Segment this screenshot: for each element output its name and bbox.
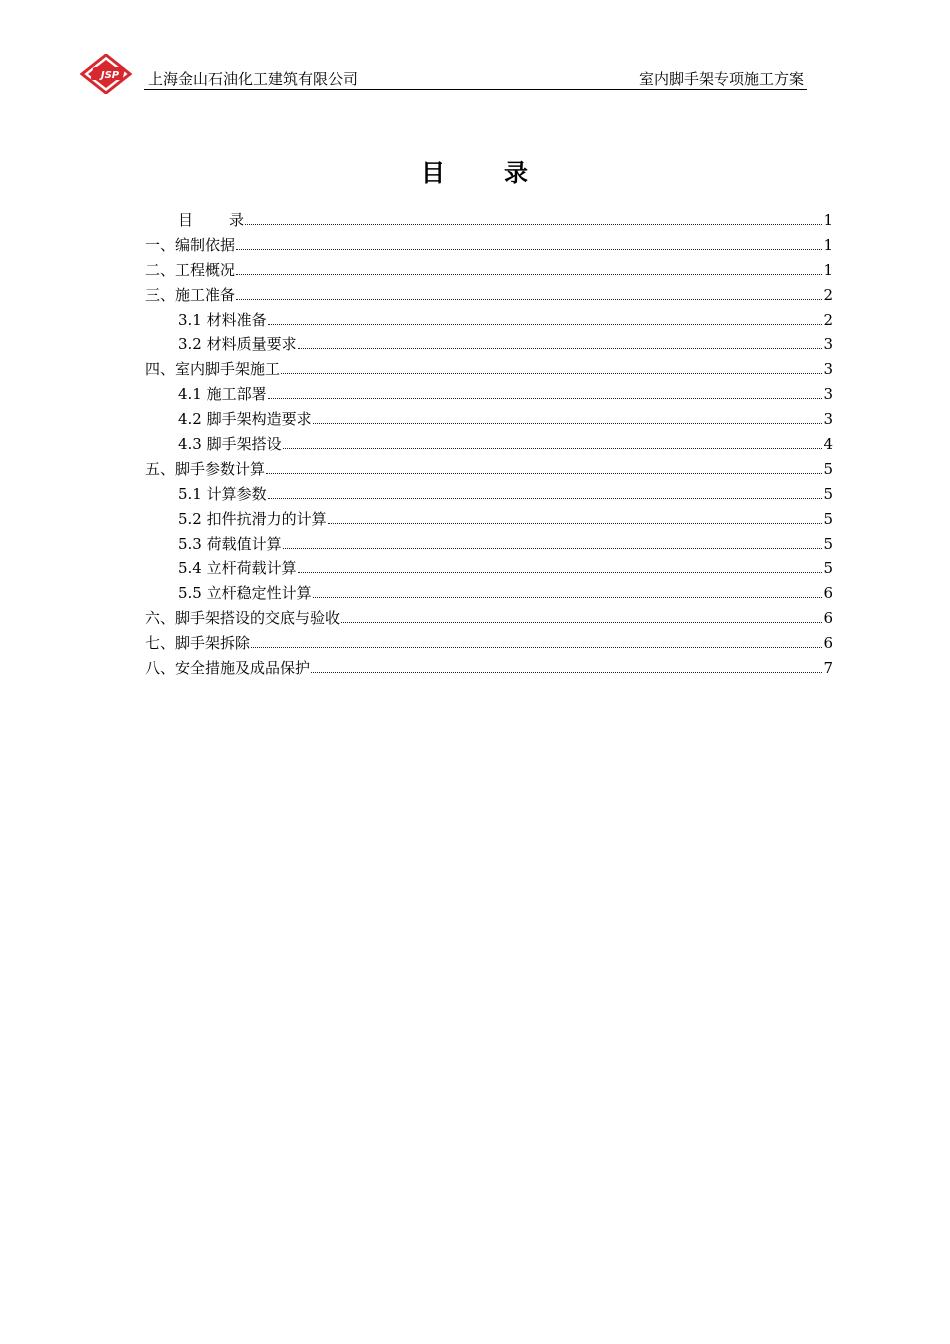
toc-entry-page: 2 xyxy=(823,310,833,329)
toc-entry-label: 5.4 立杆荷载计算 xyxy=(178,559,297,578)
toc-entry-page: 5 xyxy=(823,534,833,553)
logo-mark xyxy=(82,55,130,93)
toc-leader-dots xyxy=(298,348,823,349)
toc-entry-page: 5 xyxy=(823,509,833,528)
toc-entry-page: 1 xyxy=(823,235,833,254)
toc-entry-label: 5.1 计算参数 xyxy=(178,484,267,503)
toc-leader-dots xyxy=(311,672,822,673)
toc-entry[interactable] xyxy=(145,208,833,233)
toc-entry[interactable] xyxy=(145,283,833,308)
toc-leader-dots xyxy=(313,423,823,424)
toc-entry-page: 6 xyxy=(823,609,833,628)
toc-entry[interactable] xyxy=(145,631,833,656)
toc-entry-label: 5.3 荷载值计算 xyxy=(178,534,282,553)
toc-entry-label: 3.1 材料准备 xyxy=(178,310,267,329)
toc-entry-label: 一、编制依据 xyxy=(145,235,236,254)
toc-leader-dots xyxy=(268,398,823,399)
toc-heading-char-1: 目 xyxy=(421,158,446,187)
toc-entry[interactable] xyxy=(145,407,833,432)
toc-entry[interactable] xyxy=(145,581,833,606)
toc-entry-label: 五、脚手参数计算 xyxy=(145,459,266,478)
toc-entry-label: 5.5 立杆稳定性计算 xyxy=(178,584,312,603)
toc-entry-label: 目 录 xyxy=(178,211,245,229)
toc-entry-page: 5 xyxy=(823,459,833,478)
toc-leader-dots xyxy=(268,498,823,499)
toc-leader-dots xyxy=(298,572,823,573)
toc-entry-page: 3 xyxy=(823,410,833,429)
page-header xyxy=(80,54,810,94)
toc-entry-label: 八、安全措施及成品保护 xyxy=(145,659,311,678)
header-divider xyxy=(144,89,807,90)
toc-entry[interactable] xyxy=(145,233,833,258)
toc-leader-dots xyxy=(283,548,823,549)
toc-entry-page: 2 xyxy=(823,285,833,304)
toc-entry-label: 六、脚手架搭设的交底与验收 xyxy=(145,609,341,628)
toc-entry[interactable] xyxy=(145,357,833,382)
table-of-contents xyxy=(145,208,833,681)
toc-entry-label: 4.1 施工部署 xyxy=(178,385,267,404)
toc-entry-label: 四、室内脚手架施工 xyxy=(145,360,281,379)
toc-entry-page: 3 xyxy=(823,360,833,379)
toc-entry-page: 4 xyxy=(823,435,833,454)
toc-leader-dots xyxy=(313,597,823,598)
toc-entry-page: 1 xyxy=(823,260,833,279)
logo-text: JSP xyxy=(100,70,120,81)
toc-entry[interactable] xyxy=(145,606,833,631)
toc-entry-page: 5 xyxy=(823,559,833,578)
toc-entry-page: 3 xyxy=(823,335,833,354)
toc-leader-dots xyxy=(236,274,822,275)
toc-leader-dots xyxy=(236,299,822,300)
toc-entry[interactable] xyxy=(145,556,833,581)
toc-entry-page: 6 xyxy=(823,584,833,603)
toc-entry-label: 二、工程概况 xyxy=(145,260,236,279)
toc-entry-page: 3 xyxy=(823,385,833,404)
toc-entry-label: 3.2 材料质量要求 xyxy=(178,335,297,354)
toc-entry-label: 4.2 脚手架构造要求 xyxy=(178,410,312,429)
toc-leader-dots xyxy=(341,622,822,623)
toc-leader-dots xyxy=(236,249,822,250)
toc-entry[interactable] xyxy=(145,656,833,681)
toc-entry-label: 三、施工准备 xyxy=(145,285,236,304)
toc-leader-dots xyxy=(281,373,822,374)
toc-entry[interactable] xyxy=(145,332,833,357)
toc-entry-page: 1 xyxy=(823,211,833,229)
toc-heading xyxy=(0,153,950,188)
toc-leader-dots xyxy=(266,473,822,474)
toc-heading-char-2: 录 xyxy=(504,158,529,187)
toc-entry[interactable] xyxy=(145,308,833,333)
company-name: 上海金山石油化工建筑有限公司 xyxy=(148,70,359,88)
toc-entry-page: 7 xyxy=(823,659,833,678)
toc-leader-dots xyxy=(251,647,822,648)
company-logo xyxy=(80,54,132,94)
toc-entry[interactable] xyxy=(145,432,833,457)
toc-leader-dots xyxy=(283,448,823,449)
toc-leader-dots xyxy=(245,224,822,225)
toc-entry[interactable] xyxy=(145,457,833,482)
toc-entry-page: 5 xyxy=(823,484,833,503)
toc-entry[interactable] xyxy=(145,532,833,557)
toc-entry[interactable] xyxy=(145,258,833,283)
toc-entry-page: 6 xyxy=(823,634,833,653)
toc-entry-label: 4.3 脚手架搭设 xyxy=(178,435,282,454)
toc-leader-dots xyxy=(328,523,823,524)
toc-entry[interactable] xyxy=(145,507,833,532)
toc-entry-label: 七、脚手架拆除 xyxy=(145,634,251,653)
toc-entry-label: 5.2 扣件抗滑力的计算 xyxy=(178,509,327,528)
document-title: 室内脚手架专项施工方案 xyxy=(638,70,804,88)
toc-entry[interactable] xyxy=(145,382,833,407)
toc-leader-dots xyxy=(268,324,823,325)
toc-entry[interactable] xyxy=(145,482,833,507)
